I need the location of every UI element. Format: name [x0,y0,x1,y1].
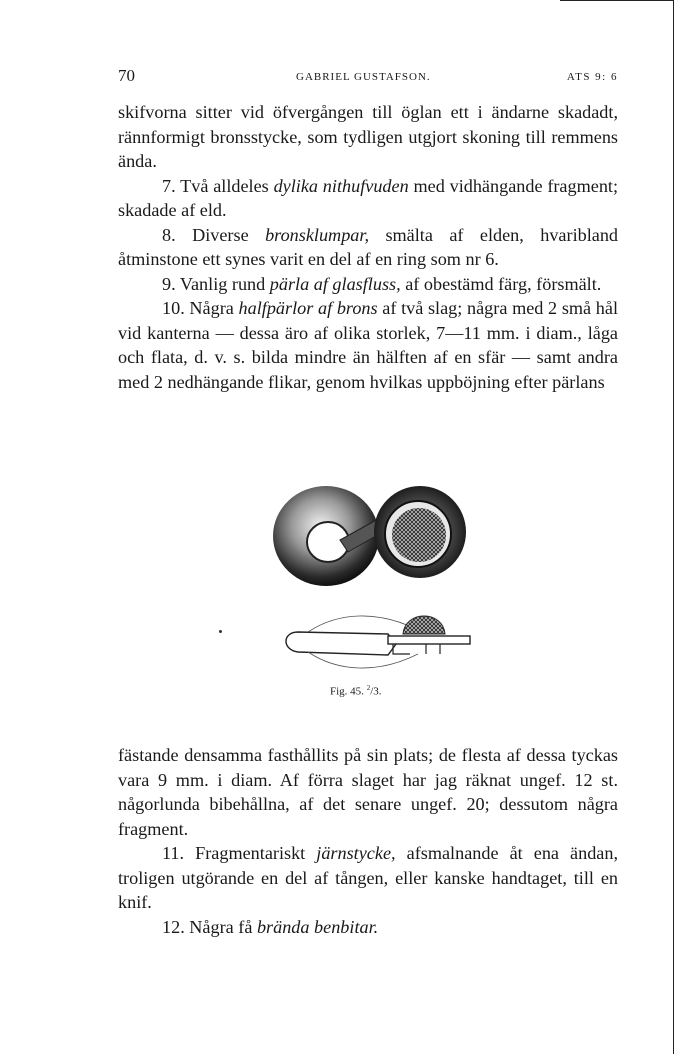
item-11: 11. Fragmentariskt järnstycke, afsmalnande åt ena ändan, troligen utgörande en del af tången, eller kanske handtaget, till en knif. [118,843,619,912]
item-number: 12. [162,916,185,937]
page-edge-line [673,0,674,1054]
scale-denominator: 3. [373,685,382,698]
item-number: 9. [162,273,176,294]
item-number: 11. [162,843,185,863]
scale-numerator: 2 [366,684,371,692]
item-number: 7. [162,175,176,196]
journal-reference: ATS 9: 6 [566,71,618,83]
item-term: pärla af glasfluss, [269,273,401,294]
paragraph-after-figure: fästande densamma fasthållits på sin plats; de flesta af dessa tyckas vara 9 mm. i diam. Af förra slaget har jag räknat ungef. 12 st. någorlunda bibehållna, af det senare ungef. 20; dessutom några fragment. [118,745,618,839]
figure-45-illustration [268,482,478,697]
item-7: 7. Två alldeles dylika nithufvuden med vidhängande fragment; skadade af eld. [118,175,619,220]
item-term: järnstycke, [316,843,396,863]
item-number: 8. [162,224,176,245]
item-10: 10. Några halfpärlor af brons af två slag; några med 2 små hål vid kanterna — dessa äro af olika storlek, 7—11 mm. i diam., låga och flata, d. v. s. bilda mindre än hälften af en sfär — samt andra med 2 nedhängande flikar, genom hvilkas uppböjning efter pärlans [118,298,619,392]
running-author: GABRIEL GUSTAFSON. [296,71,431,83]
item-term: halfpärlor af brons [238,298,378,318]
item-term: bronsklumpar, [265,224,369,245]
page-edge-line-top [560,0,673,1]
page-number: 70 [118,66,135,85]
stray-mark [219,630,222,633]
running-header [118,66,618,88]
text-block-upper [118,100,618,394]
item-12: 12. Några få brända benbitar. [162,916,379,937]
figure-caption: Fig. 45. $^2$/3. [330,684,382,698]
bead-hatched-face [392,508,446,562]
item-term: brända benbitar. [256,916,379,937]
bead-drawing [268,482,478,682]
bead-profile [286,616,470,668]
paragraph-continuation: skifvorna sitter vid öfvergången till öglan ett i ändarne skadadt, rännformigt bronsstycke, som tydligen utgjort skoning till remmens ända. [118,102,618,171]
item-number: 10. [162,298,185,318]
item-9: 9. Vanlig rund pärla af glasfluss, af obestämd färg, försmält. [162,273,602,294]
item-term: dylika nithufvuden [273,175,409,196]
text-block-lower [118,743,618,939]
item-8: 8. Diverse bronsklumpar, smälta af elden, hvaribland åtminstone ett synes varit en del af en ring som nr 6. [118,224,619,269]
